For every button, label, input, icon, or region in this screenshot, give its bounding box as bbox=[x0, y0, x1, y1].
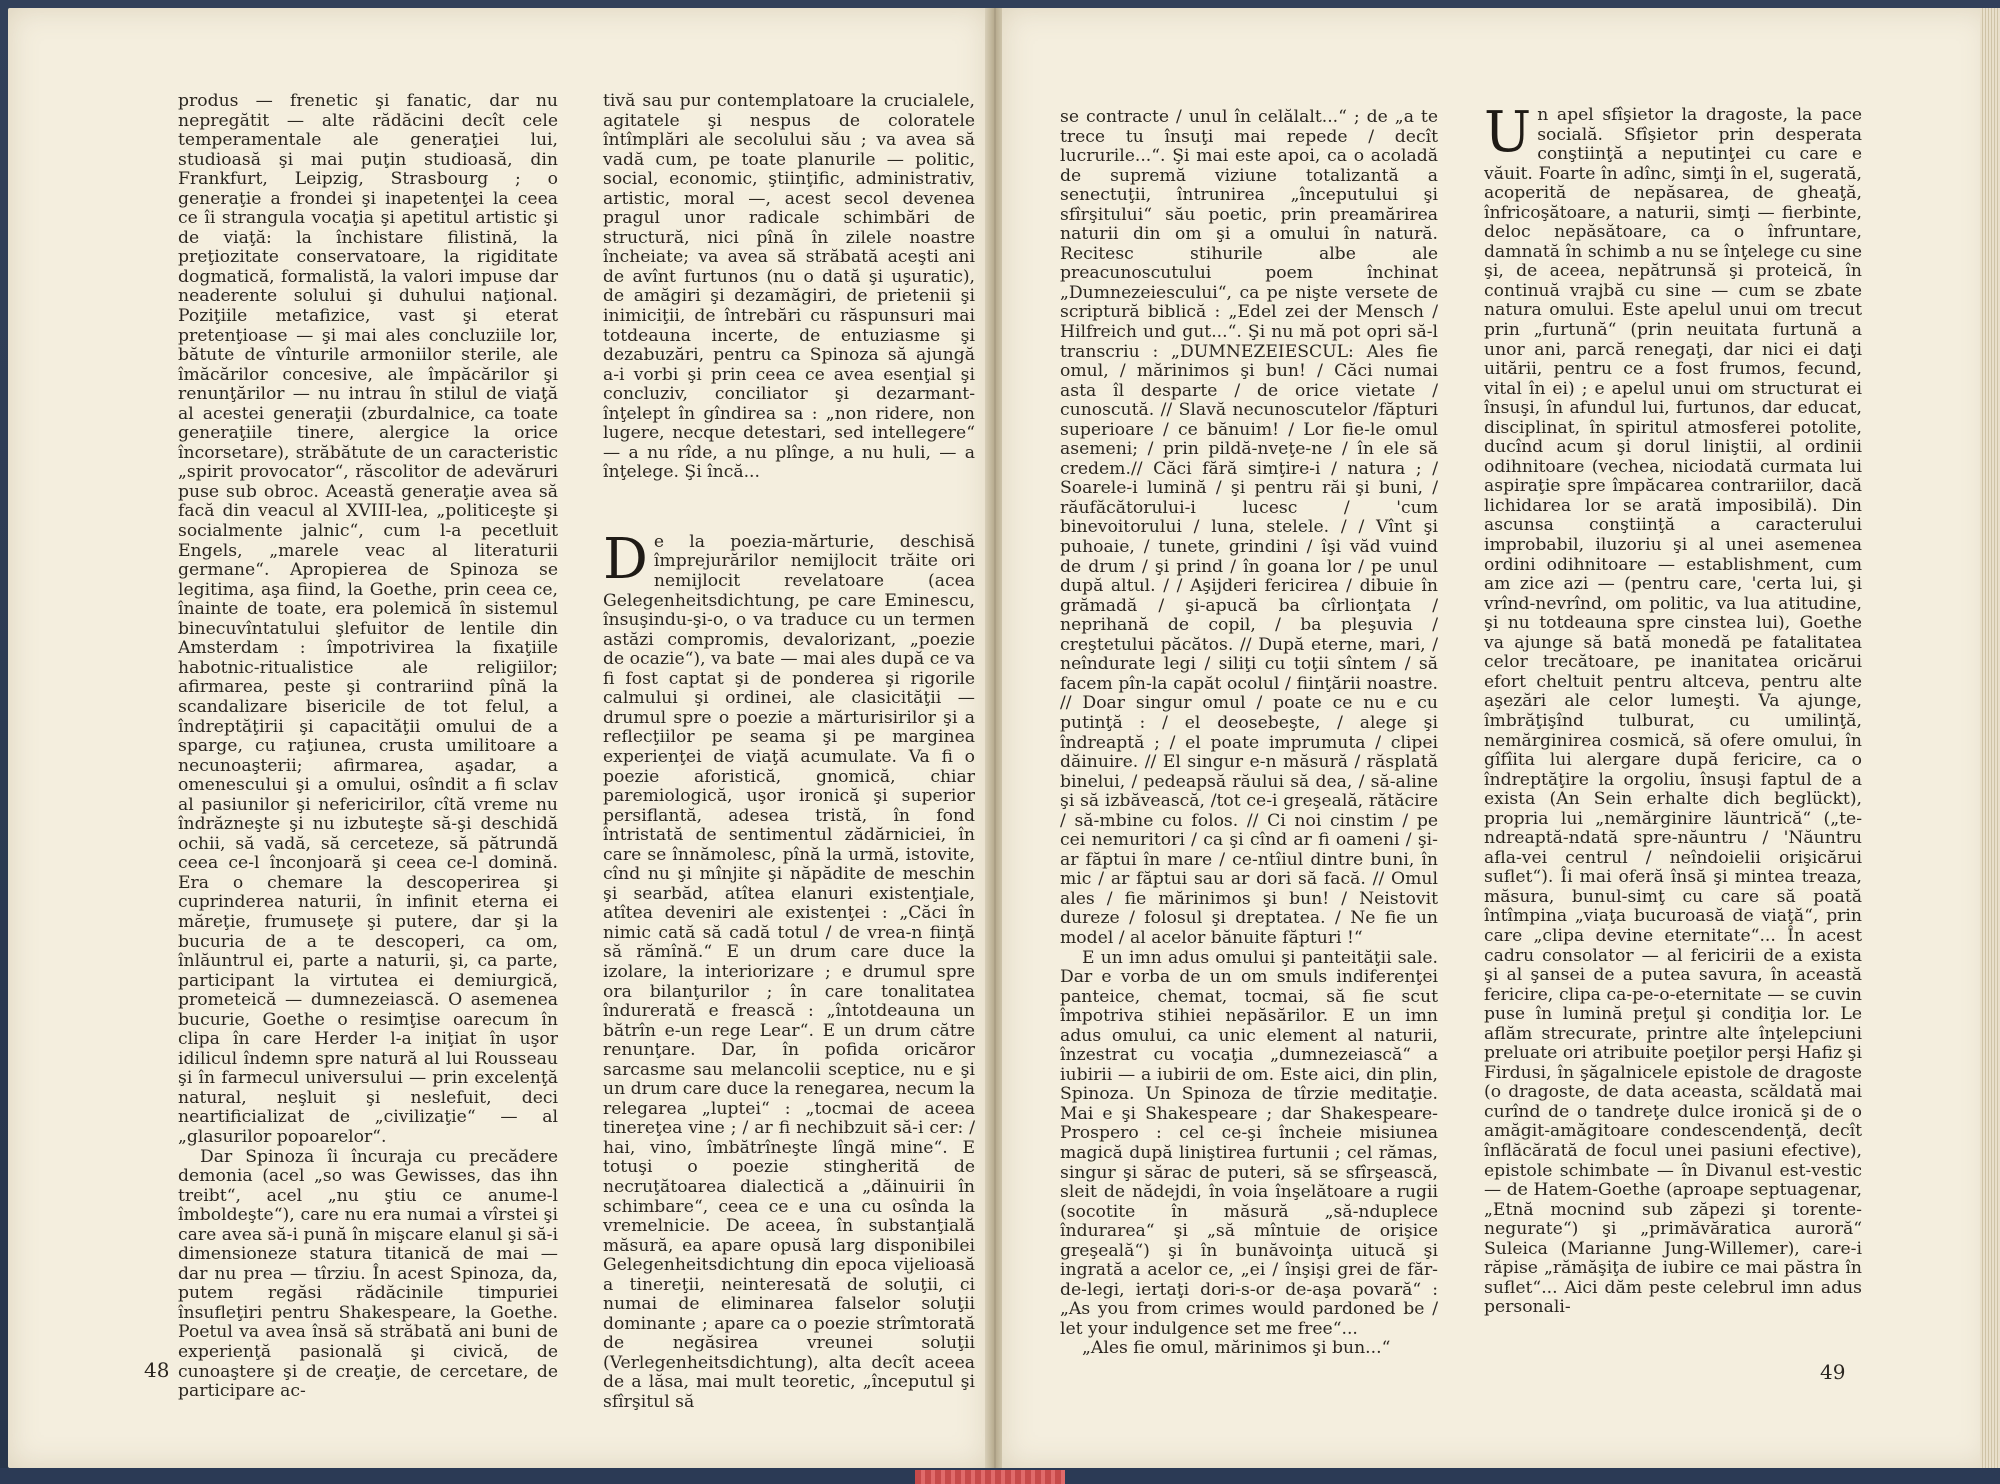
page-number-right: 49 bbox=[1820, 1360, 1846, 1384]
left-col2-section-text: e la poezia-mărturie, deschisă împrejurărilor nemijlocit trăite ori nemijlocit revelatoare (acea Gelegenheitsdichtung, pe care Eminescu, însuşindu-şi-o, o va traduce cu un termen astăzi compromis, devalorizant, „poezie de ocazie“), va bate — mai ales după ce va fi fost captat şi de ponderea şi rigorile calmului şi ordinei, ale clasicităţii — drumul spre o poezie a mărturisirilor şi a reflecţiilor pe seama şi pe marginea experienţei de viaţă acumulate. Va fi o poezie aforistică, gnomică, chiar paremiologică, uşor ironică şi superior persiflantă, adesea tristă, în fond întristată de sentimentul zădărniciei, în care se înnămolesc, pînă la urmă, istovite, cînd nu şi mînjite şi năpădite de meschin şi searbăd, atîtea elanuri existenţiale, atîtea deveniri ale existenţei : „Căci în nimic cată să cadă totul / de vrea-n fiinţă să rămînă.“ E un drum care duce la izolare, la interiorizare ; e drumul spre ora bilanţurilor ; în care tonalitatea îndurerată e frească : „întotdeauna un bătrîn e-un rege Lear“. E un drum către renunţare. Dar, în pofida oricăror sarcasme sau melancolii sceptice, nu e şi un drum care duce la renegarea, necum la relegarea „luptei“ : „tocmai de aceea tinereţea vine ; / ar fi nechibzuit să-i cer: / hai, vino, îmbătrîneşte lîngă mine“. E totuşi o poezie stingherită de necruţătoarea dialectică a „dăinuirii în schimbare“, ceea ce e una cu osînda la vremelnicie. De aceea, în substanţială măsură, ea apare opusă larg disponibilei Gelegenheitsdichtung din epoca vijelioasă a tinereţii, neinteresată de soluţii, ci numai de eliminarea falselor soluţii dominante ; apare ca o poezie strîmtorată de negăsirea vreunei soluţii (Verlegenheitsdichtung), alta decît aceea de a lăsa, mai mult teoretic, „începutul şi sfîrşitul să bbox=[603, 531, 975, 1412]
section-break bbox=[603, 483, 975, 533]
right-page-column-1 bbox=[1060, 108, 1438, 1378]
drop-cap-d: D bbox=[603, 526, 648, 592]
right-col1-paragraph-3: „Ales fie omul, mărinimos şi bun...“ bbox=[1082, 1338, 1391, 1359]
left-page-column-1 bbox=[178, 91, 558, 1402]
right-page-column-2 bbox=[1484, 100, 1862, 1376]
left-col1-paragraph-2: Dar Spinoza îi încuraja cu precădere demonia (acel „so was Gewisses, das ihn treibt“, acel „nu ştiu ce anume-l îmboldeşte“), care nu era numai a vîrstei şi care avea să-i pună în mişcare elanul şi să-i dimensioneze statura titanică de mai — dar nu prea — tîrziu. În acest Spinoza, da, putem regăsi rădăcinile timpuriei însufleţiri pentru Shakespeare, la Goethe. Poetul va avea însă să străbată ani buni de experienţă pasională şi civică, de cunoaştere şi de creaţie, de cercetare, de participare ac- bbox=[178, 1146, 558, 1402]
right-page bbox=[1002, 8, 1992, 1468]
left-col2-section-paragraph bbox=[603, 526, 975, 1413]
left-page bbox=[8, 8, 988, 1468]
right-col2-text: n apel sfîşietor la dragoste, la pace socială. Sfîşietor prin desperata conştiinţă a neputinţei cu care e văuit. Foarte în adînc, simţi în el, sugerată, acoperită de nepăsarea, de gheaţă, înfricoşătoare, a naturii, simţi — fierbinte, deloc nepăsătoare, ca o înfruntare, damnată în schimb a nu se înţelege cu sine şi, de aceea, nepătrunsă şi proteică, în continuă vrajbă cu sine — cum se zbate natura omului. Este apelul unui om trecut prin „furtună“ (prin neuitata furtună a unor ani, parcă renegaţi, dar nici ei daţi uitării, pentru ce a fost frumos, fecund, vital în ei) ; e apelul unui om structurat ei însuşi, în afundul lui, furtunos, dar educat, disciplinat, în spiritul atmosferei potolite, ducînd acum şi dorul liniştii, al ordinii odihnitoare (vechea, niciodată curmata lui aspiraţie spre împăcarea contrariilor, dacă lichidarea lor se arată imposibilă). Din ascunsa conştiinţă a caracterului improbabil, iluzoriu şi al unei asemenea ordini odihnitoare — establishment, cum am zice azi — (pentru care, 'certa lui, şi vrînd-nevrînd, om politic, va lua atitudine, şi nu totdeauna spre cinstea lui), Goethe va ajunge să bată monedă pe fatalitatea celor trecătoare, pe inanitatea oricărui efort cheltuit pentru altceva, pentru alte aşezări ale celor lumeşti. Va ajunge, îmbrăţişînd tulburat, cu umilinţă, nemărginirea cosmică, să ofere omului, în gîfîita lui alergare după fericire, ca o îndreptăţire la orgoliu, însuşi faptul de a exista (An Sein erhalte dich beglückt), propria lui „nemărginire lăuntrică“ („te-ndreaptă-ndată spre-năuntru / 'Năuntru afla-vei centrul / neîndoielii orişicărui suflet“). Îi mai oferă însă şi mintea treaza, măsura, bunul-simţ cu care să poată întîmpina „viaţa bucuroasă de viaţă“, prin care „clipa devine eternitate“... În acest cadru consolator — al fericirii de a exista şi al şansei de a putea savura, în această fericire, clipa ca-pe-o-eternitate — se cuvin puse în lumină preţul şi condiţia lor. Le aflăm strecurate, printre alte înţelepciuni preluate ori atribuite poeţilor perşi Hafiz şi Firdusi, în şăgalnicele epistole de dragoste (o dragoste, de data aceasta, scăldată mai curînd de o tandreţe dulce ironică şi de o amăgit-amăgitoare condescendenţă, decît înflăcărată de focul unei pasiuni efective), epistole schimbate — în Divanul est-vestic — de Hatem-Goethe (aproape septuagenar, „Etnă mocnind sub zăpezi şi torente-negurate“) şi „primăvăratica auroră“ Suleica (Marianne Jung-Willemer), care-i răpise „rămăşiţa de iubire ce mai păstra în suflet“... Aici dăm peste celebrul imn adus personali- bbox=[1484, 105, 1862, 1318]
page-number-left: 48 bbox=[144, 1358, 170, 1382]
drop-cap-u: U bbox=[1484, 100, 1532, 165]
left-col1-paragraph-1: produs — frenetic şi fanatic, dar nu nepregătit — alte rădăcini decît cele temperamentale ale generaţiei lui, studioasă şi mai puţin studioasă, din Frankfurt, Leipzig, Strasbourg ; o generaţie a frondei şi inapetenţei la ceea ce îi strangula vocaţia şi apetitul artistic şi de viaţă: la închistare filistină, la preţiozitate conservatoare, la rigiditate dogmatică, formalistă, la valori impuse dar neaderente solului şi duhului naţional. Poziţiile metafizice, vast şi eterat pretenţioase — şi mai ales concluziile lor, bătute de vînturile armoniilor sterile, ale îmăcărilor concesive, ale împăcărilor şi renunţărilor — nu intrau în stilul de viaţă al acestei generaţii (zburdalnice, ca toate generaţiile tinere, alergice la orice încorsetare), străbătute de un caracteristic „spirit provocator“, răscolitor de adevăruri puse sub obroc. Această generaţie avea să facă din veacul al XVIII-lea, „politiceşte şi socialmente jalnic“, cum l-a pecetluit Engels, „marele veac al literaturii germane“. Apropierea de Spinoza se legitima, aşa fiind, la Goethe, prin ceea ce, înainte de toate, era polemică în sistemul binecuvîntatului şlefuitor de lentile din Amsterdam : împotrivirea la fixaţiile habotnic-ritualistice ale religiilor; afirmarea, peste şi contrariind pînă la scandalizare bisericile de tot felul, a îndreptăţirii şi capacităţii omului de a sparge, cu raţiunea, crusta umilitoare a necunoaşterii; afirmarea, aşadar, a omenescului şi a omului, osîndit a fi sclav al pasiunilor şi nefericirilor, cîtă vreme nu îndrăzneşte şi nu izbuteşte să-şi deschidă ochii, să vadă, să cerceteze, să pătrundă ceea ce-l înconjoară şi ceea ce-l domină. Era o chemare la descoperirea şi cuprinderea naturii, în infinit eterna ei măreţie, frumuseţe şi putere, dar şi la bucuria de a te descoperi, ca om, înlăuntrul ei, parte a naturii, şi, ca parte, participant la virtutea ei demiurgică, prometeică — dumnezeiască. O asemenea bucurie, Goethe o resimţise oarecum în clipa în care Herder l-a iniţiat în uşor idilicul îndemn spre natură al lui Rousseau şi în farmecul universului — prin excelenţă natural, neşluit şi neslefuit, deci neartificializat de „civilizaţie“ — al „glasurilor popoarelor“. bbox=[178, 91, 558, 1147]
right-col2-paragraph bbox=[1484, 100, 1862, 1318]
bookmark-ribbon bbox=[915, 1470, 1065, 1484]
left-page-column-2 bbox=[603, 91, 975, 1412]
left-col2-paragraph-1: tivă sau pur contemplatoare la crucialele, agitatele şi nespus de coloratele întîmplări ale secolului său ; va avea să vadă cum, pe toate planurile — politic, social, economic, ştiinţific, administrativ, artistic, moral —, acest secol devenea pragul unor radicale schimbări de structură, nici pînă în zilele noastre încheiate; va avea să străbată aceşti ani de avînt furtunos (nu o dată şi uşuratic), de amăgiri şi dezamăgiri, de prietenii şi inimiciţii, de întrebări cu răspunsuri mai totdeauna incerte, de entuziasme şi dezabuzări, pentru ca Spinoza să ajungă a-i vorbi şi prin ceea ce avea esenţial şi concluziv, conciliator şi dezarmant-înţelept în gîndirea sa : „non ridere, non lugere, necque detestari, sed intellegere“ — a nu rîde, a nu plînge, a nu huli, — a înţelege. Şi încă... bbox=[603, 91, 975, 483]
right-col1-paragraph-1: se contracte / unul în celălalt...“ ; de „a te trece tu însuţi mai repede / decît lucrurile...“. Şi mai este apoi, ca o acoladă de supremă viziune totalizantă a senectuţii, întrunirea „începutului şi sfîrşitului“ său poetic, prin preamărirea naturii din om şi a omului în natură. Recitesc stihurile albe ale preacunoscutului poem închinat „Dumnezeiescului“, ca pe nişte versete de scriptură biblică : „Edel zei der Mensch / Hilfreich und gut...“. Şi nu mă pot opri să-l transcriu : „DUMNEZEIESCUL: Ales fie omul, / mărinimos şi bun! / Căci numai asta îl desparte / de orice vietate / cunoscută. // Slavă necunoscutelor /făpturi superioare / ce bănuim! / Lor fie-le omul asemeni; / prin pildă-nveţe-ne / în ele să credem.// Căci fără simţire-i / natura ; / Soarele-i lumină / şi pentru răi şi buni, / răufăcătorului-i lucesc / 'cum binevoitorului / luna, stelele. / / Vînt şi puhoaie, / tunete, grindini / îşi văd vuind de drum / şi prind / în goana lor / pe unul după altul. / / Aşijderi fericirea / dibuie în grămadă / şi-apucă ba cîrlionţata / neprihană de copil, / ba pleşuvia / creştetului păcătos. // După eterne, mari, / neîndurate legi / siliţi cu toţii sîntem / să facem pîn-la capăt ocolul / fiinţării noastre. // Doar singur omul / poate ce nu e cu putinţă : / el deosebeşte, / alege şi îndreaptă ; / el poate imprumuta / clipei dăinuire. // El singur e-n măsură / răsplată binelui, / pedeapsă răului să dea, / să-aline şi să izbăvească, /tot ce-i greşeală, rătăcire / să-mbine cu folos. // Ci noi cinstim / pe cei nemuritori / ca şi cînd ar fi oameni / şi-ar făptui în mare / ce-ntîiul dintre buni, în mic / ar făptui sau ar dori să facă. // Omul ales / fie mărinimos şi bun! / Neistovit dureze / folosul şi dreptatea. / Ne fie un model / al acelor bănuite făpturi !“ bbox=[1060, 107, 1438, 948]
right-col1-paragraph-2: E un imn adus omului şi panteităţii sale. Dar e vorba de un om smuls indiferenţei panteice, chemat, tocmai, să fie scut împotriva stihiei nepăsărilor. E un imn adus omului, ca unic element al naturii, înzestrat cu vocaţia „dumnezeiască“ a iubirii — a iubirii de om. Este aici, din plin, Spinoza. Un Spinoza de tîrzie meditaţie. Mai e şi Shakespeare ; dar Shakespeare-Prospero : cel ce-şi încheie misiunea magică după liniştirea furtunii ; cel rămas, singur şi sărac de puteri, să se sfîrşească, sleit de nădejdi, în voia înşelătoare a rugii (socotite în măsură „să-nduplece îndurarea“ şi „să mîntuie de orişice greşeală“) şi în bunăvoinţa uitucă şi ingrată a acelor ce, „ei / înşişi grei de făr-de-legi, iertaţi dori-s-or de-aşa povară“ : „As you from crimes would pardoned be / let your indulgence set me free“... bbox=[1060, 947, 1438, 1339]
page-stack-edge bbox=[1980, 8, 2000, 1468]
